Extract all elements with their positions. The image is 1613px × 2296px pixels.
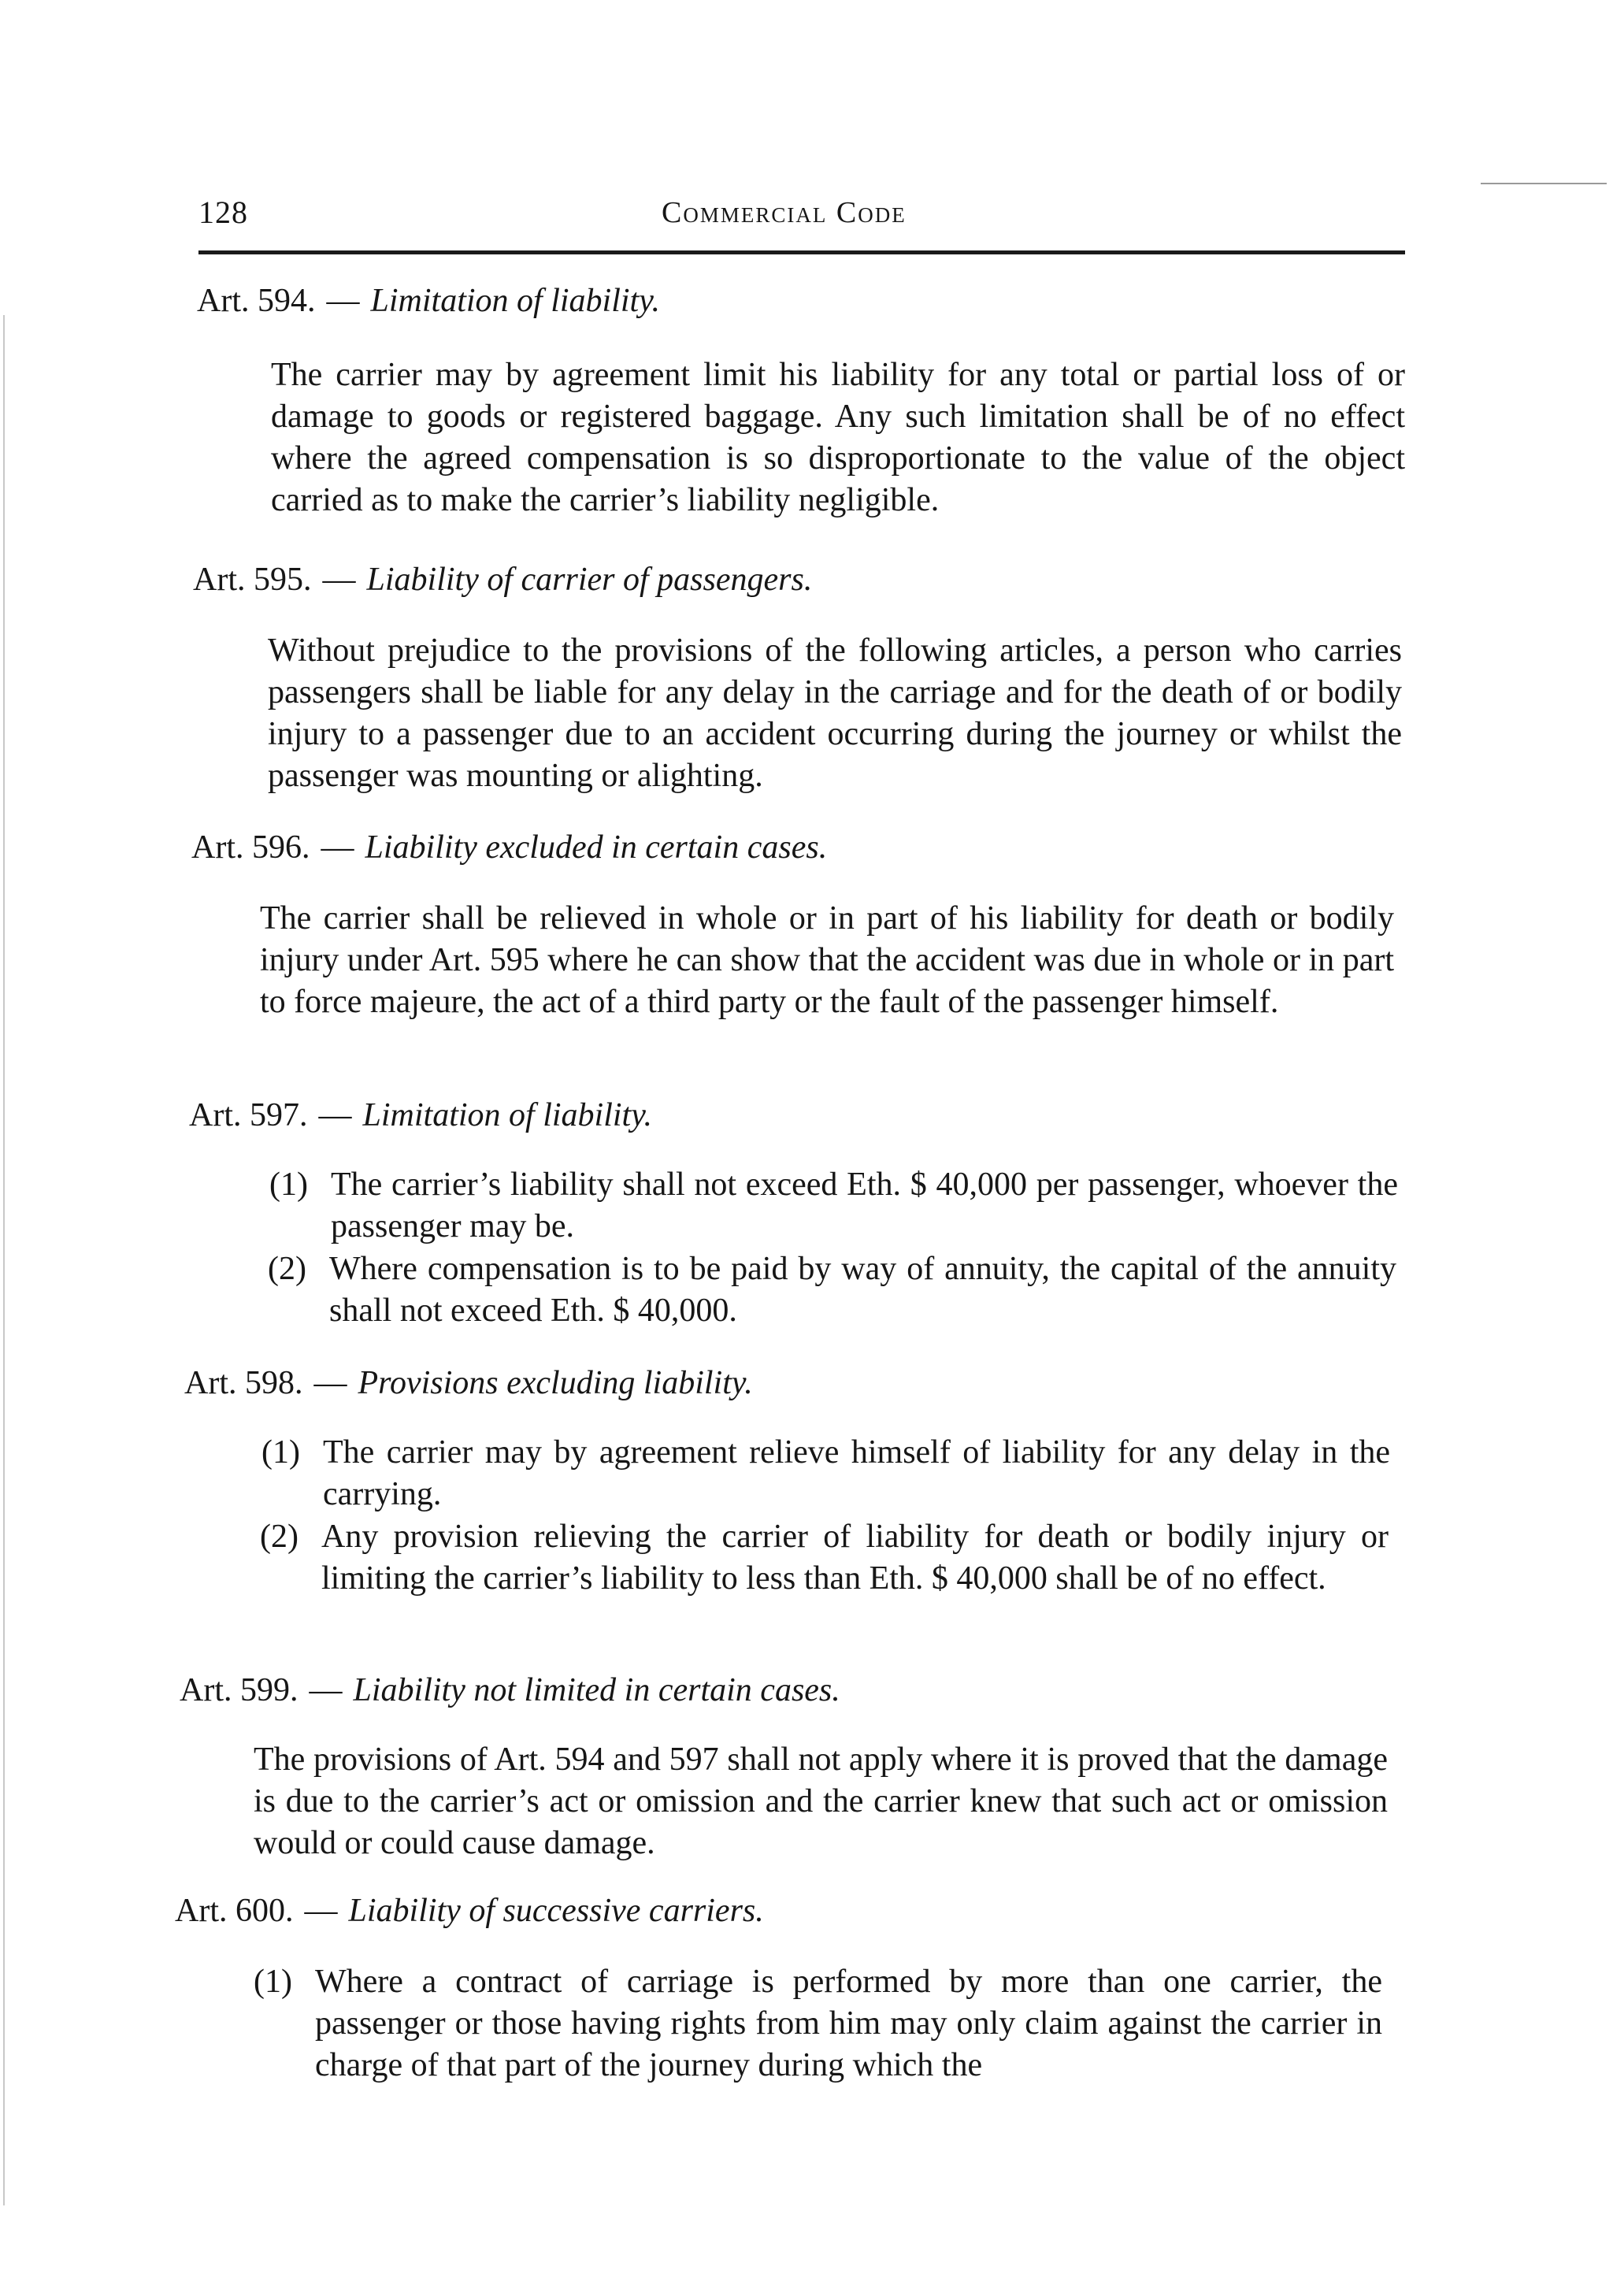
article-number: Art. 598.: [184, 1365, 303, 1401]
article-heading: [189, 1096, 652, 1134]
article-title: Limitation of liability.: [370, 283, 661, 319]
article-number: Art. 594.: [197, 283, 316, 319]
article-title: Provisions excluding liability.: [358, 1365, 753, 1401]
article-title: Liability of successive carriers.: [348, 1893, 764, 1929]
paragraph-item: [268, 1248, 1396, 1332]
article-dash: —: [321, 829, 354, 866]
scan-artifact: [1481, 183, 1607, 184]
page-number: 128: [198, 195, 248, 230]
paragraph-item: [260, 1516, 1389, 1600]
article-heading: [191, 829, 827, 866]
paragraph-number: (1): [269, 1167, 308, 1203]
paragraph-text: The carrier may by agreement relieve himself of liability for any delay in the carrying.: [323, 1434, 1390, 1512]
paragraph-number: (2): [268, 1251, 306, 1287]
scan-artifact: [3, 315, 5, 2205]
article-number: Art. 597.: [189, 1097, 308, 1133]
article-number: Art. 595.: [193, 562, 312, 598]
article-number: Art. 599.: [180, 1672, 298, 1708]
paragraph-text: Where compensation is to be paid by way of annuity, the capital of the annuity shall not exceed Eth. $ 40,000.: [329, 1251, 1396, 1329]
article-number: Art. 600.: [175, 1893, 294, 1929]
paragraph-text: The carrier’s liability shall not exceed Eth. $ 40,000 per passenger, whoever the passenger may be.: [331, 1167, 1398, 1244]
article-body: The carrier shall be relieved in whole or in part of his liability for death or bodily injury under Art. 595 where he can show that the accident was due in whole or in part to force majeure, the act of a third party or the fault of the passenger himself.: [260, 900, 1394, 1020]
article-body: The carrier may by agreement limit his liability for any total or partial loss of or damage to goods or registered baggage. Any such limitation shall be of no effect where the agreed compensation is so disproportionate to the value of the object carried as to make the carrier’s liability negligible.: [271, 357, 1405, 518]
article-title: Liability of carrier of passengers.: [366, 562, 813, 598]
article-body: The provisions of Art. 594 and 597 shall not apply where it is proved that the damage is due to the carrier’s act or omission and the carrier knew that such act or omission would or could cause damage.: [254, 1741, 1388, 1861]
article-dash: —: [322, 562, 356, 598]
article-title: Liability not limited in certain cases.: [353, 1672, 840, 1708]
header-rule: [198, 250, 1405, 254]
paragraph-item: [254, 1961, 1382, 2086]
article-dash: —: [313, 1365, 347, 1401]
article-heading: [193, 561, 812, 599]
running-title: Commercial Code: [662, 196, 907, 229]
article-dash: —: [304, 1893, 338, 1929]
paragraph-text: Where a contract of carriage is performed by more than one carrier, the passenger or those having rights from him may only claim against the carrier in charge of that part of the journey during which the: [315, 1964, 1382, 2083]
article-body: Without prejudice to the provisions of the following articles, a person who carries passengers shall be liable for any delay in the carriage and for the death of or bodily injury to a passenger due to an accident occurring during the journey or whilst the passenger was mounting or alighting.: [268, 632, 1402, 794]
page-header: [198, 194, 1405, 233]
article-dash: —: [326, 283, 360, 319]
paragraph-item: [261, 1432, 1390, 1515]
paragraph-number: (1): [261, 1434, 300, 1471]
article-heading: [197, 282, 660, 320]
article-title: Liability excluded in certain cases.: [365, 829, 828, 866]
article-title: Limitation of liability.: [362, 1097, 653, 1133]
article-dash: —: [318, 1097, 352, 1133]
article-heading: [184, 1364, 753, 1402]
article-dash: —: [309, 1672, 343, 1708]
article-heading: [175, 1892, 764, 1930]
paragraph-number: (1): [254, 1964, 292, 2000]
paragraph-number: (2): [260, 1519, 298, 1555]
article-number: Art. 596.: [191, 829, 310, 866]
article-heading: [180, 1671, 840, 1709]
paragraph-text: Any provision relieving the carrier of liability for death or bodily injury or limiting the carrier’s liability to less than Eth. $ 40,000 shall be of no effect.: [321, 1519, 1389, 1597]
paragraph-item: [269, 1164, 1398, 1248]
